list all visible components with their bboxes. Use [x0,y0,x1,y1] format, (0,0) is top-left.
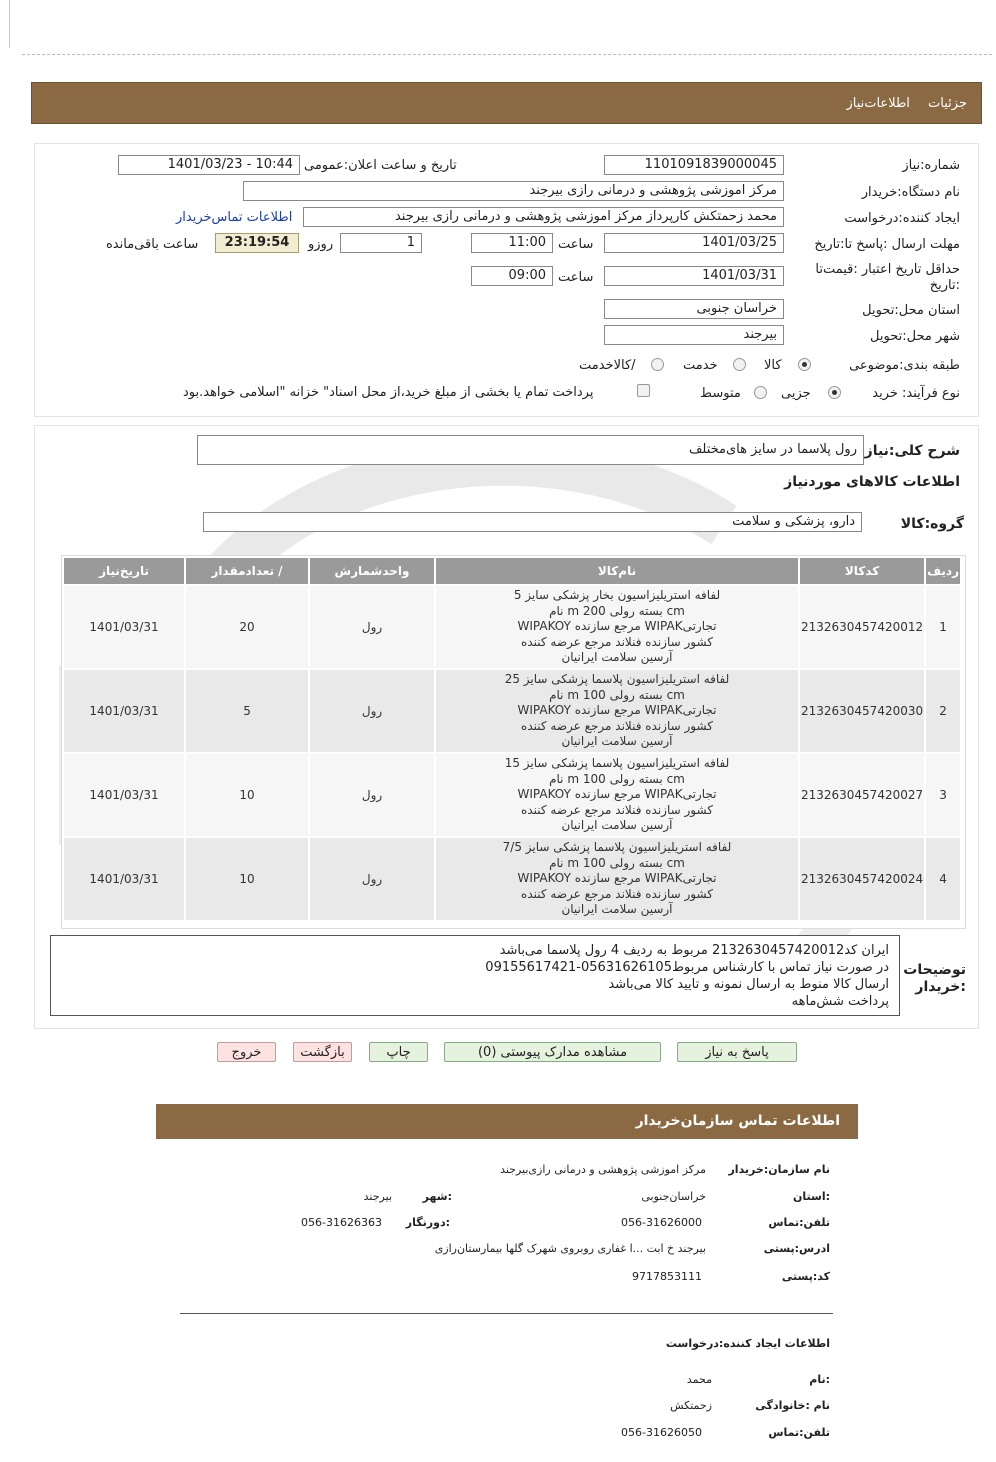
remaining-timer: 23:19:54 [215,233,299,253]
validity-time-field: 09:00 [471,266,553,286]
contact-section-title: اطلاعات تماس سازمان‌خریدار [635,1113,840,1129]
province-field: خراسان جنوبی [604,299,784,319]
cell-name: لفافه استریلیزاسیون پلاسما پزشکی سایز 7/5 cm بسته رولی 100 m نام تجارتیWIPAK مرجع سازنده WIPAKOY کشور سازنده فنلاند مرجع عرضه کننده آرسین سلامت ایرانیان [436,838,798,920]
summary-field: رول پلاسما در سایز های‌مختلف [197,435,864,465]
col-unit: واحدشمارش [310,558,434,584]
left-border-line [9,0,10,48]
cell-row: 1 [926,586,960,668]
creator-family-value: زحمتکش [670,1399,712,1412]
cell-unit: رول [310,754,434,836]
cell-name: لفافه استریلیزاسیون بخار پزشکی سایز 5 cm بسته رولی 200 m نام تجارتیWIPAK مرجع سازنده WIPAKOY کشور سازنده فنلاند مرجع عرضه کننده آرسین سلامت ایرانیان [436,586,798,668]
creator-field: محمد زحمتکش کارپرداز مرکز اموزشی پژوهشی و درمانی رازی بیرجند [303,207,784,227]
goods-table-wrap [61,555,966,929]
print-button[interactable]: چاپ [369,1042,428,1062]
contact-province-value: خراسان‌جنوبی [641,1190,706,1203]
cell-unit: رول [310,838,434,920]
category-goods-radio[interactable] [798,357,811,372]
deadline-time-field: 11:00 [471,233,553,253]
back-button[interactable]: بازگشت [293,1042,352,1062]
process-medium-label: متوسط [700,386,741,401]
cell-date: 1401/03/31 [64,670,184,752]
cell-code: 2132630457420024 [800,838,924,920]
category-service-label: خدمت [683,358,718,373]
tab-need-info[interactable]: اطلاعات‌نیاز [846,96,910,111]
note-line: ارسال کالا منوط به ارسال نمونه و تایید کالا می‌باشد [608,977,889,992]
cell-date: 1401/03/31 [64,586,184,668]
cell-code: 2132630457420027 [800,754,924,836]
contact-province-label: :استان [793,1190,830,1203]
contact-phone-label: تلفن:تماس [768,1216,830,1229]
buyer-contact-link[interactable]: اطلاعات تماس‌خریدار [176,210,293,225]
contact-section-bar [156,1104,858,1139]
col-name: نام‌کالا [436,558,798,584]
creator-family-label: نام :خانوادگی [755,1399,830,1412]
contact-postal-value: 9717853111 [632,1270,702,1283]
org-value: مرکز اموزشی پژوهشی و درمانی رازی‌بیرجند [500,1163,706,1176]
reply-button[interactable]: پاسخ به نیاز [677,1042,797,1062]
contact-city-label: :شهر [422,1190,452,1203]
note-line: ایران کد2132630457420012 مربوط به ردیف 4 رول پلاسما می‌باشد [499,943,889,958]
org-label: نام سازمان:خریدار [728,1163,830,1176]
cell-row: 3 [926,754,960,836]
table-row [64,838,960,920]
creator-phone-value: 056-31626050 [621,1426,702,1439]
contact-postal-label: کد:پستی [781,1270,830,1283]
remaining-label: ساعت باقی‌مانده [106,237,199,252]
validity-time-label: ساعت [558,270,594,285]
note-line: در صورت نیاز تماس با کارشناس مربوط05631626105-09155617421 [485,960,889,975]
breadcrumb [832,96,967,111]
contact-address-label: ادرس:پستی [763,1242,830,1255]
col-code: کدکالا [800,558,924,584]
cell-qty: 20 [186,586,308,668]
category-goods-service-label: /کالاخدمت [579,358,636,373]
creator-label: ایجاد کننده:درخواست [844,211,960,226]
contact-fax-label: :دورنگار [405,1216,450,1229]
announce-field: 1401/03/23 - 10:44 [118,155,300,175]
page-header-bar [31,82,982,124]
group-label: گروه:کالا [900,516,964,532]
buyer-org-field: مرکز اموزشی پژوهشی و درمانی رازی بیرجند [243,181,784,201]
process-label: نوع فرآیند: خرید [872,386,960,401]
cell-qty: 5 [186,670,308,752]
contact-phone-value: 056-31626000 [621,1216,702,1229]
validity-label-2: :تاریخ [929,278,960,293]
notes-label: توضیحات [903,962,966,978]
table-row [64,586,960,668]
category-service-radio[interactable] [733,357,746,372]
treasury-payment-label: پرداخت تمام یا بخشی از مبلغ خرید،از محل اسناد" خزانه "اسلامی خواهد.بود [183,385,594,400]
creator-name-value: محمد [686,1373,712,1386]
cell-code: 2132630457420030 [800,670,924,752]
col-date: تاریخ‌نیاز [64,558,184,584]
province-label: استان محل:تحویل [862,303,960,318]
creator-name-label: :نام [809,1373,830,1386]
process-minor-label: جزیی [781,386,811,401]
buyer-notes-box [50,935,900,1016]
cell-unit: رول [310,670,434,752]
notes-label-2: :خریدار [915,979,966,995]
contact-city-value: بیرجند [363,1190,392,1203]
treasury-payment-checkbox[interactable] [637,384,650,397]
creator-info-title: اطلاعات ایجاد کننده:درخواست [665,1337,830,1350]
summary-label: شرح کلی:نیاز [864,443,960,459]
group-field: دارو، پزشکی و سلامت [203,512,862,532]
need-number-field: 1101091839000045 [604,155,784,175]
cell-name: لفافه استریلیزاسیون پلاسما پزشکی سایز 25 cm بسته رولی 100 m نام تجارتیWIPAK مرجع سازنده WIPAKOY کشور سازنده فنلاند مرجع عرضه کننده آرسین سلامت ایرانیان [436,670,798,752]
contact-address-value: بیرجند خ ابت ...ا غفاری روبروی شهرک گلها بیمارستان‌رازی [434,1242,706,1255]
top-divider [22,54,992,55]
col-row: ردیف [926,558,960,584]
note-line: پرداخت شش‌ماهه [791,994,889,1009]
attachments-button[interactable]: مشاهده مدارک پیوستی (0) [444,1042,661,1062]
deadline-date-field: 1401/03/25 [604,233,784,253]
deadline-time-label: ساعت [558,237,594,252]
category-goods-label: کالا [764,358,782,373]
category-label: طبقه بندی:موضوعی [849,358,960,373]
cell-code: 2132630457420012 [800,586,924,668]
table-row [64,754,960,836]
contact-fax-value: 056-31626363 [301,1216,382,1229]
goods-table-header [64,558,960,584]
days-label: روزو [308,237,334,252]
cell-row: 4 [926,838,960,920]
goods-info-title: اطلاعات کالاهای موردنیاز [784,474,960,490]
need-number-label: شماره:نیاز [902,158,960,173]
cell-qty: 10 [186,838,308,920]
exit-button[interactable]: خروج [217,1042,276,1062]
cell-row: 2 [926,670,960,752]
process-medium-radio[interactable] [754,385,767,400]
cell-date: 1401/03/31 [64,754,184,836]
cell-unit: رول [310,586,434,668]
table-row [64,670,960,752]
cell-qty: 10 [186,754,308,836]
cell-name: لفافه استریلیزاسیون پلاسما پزشکی سایز 15 cm بسته رولی 100 m نام تجارتیWIPAK مرجع سازنده WIPAKOY کشور سازنده فنلاند مرجع عرضه کننده آرسین سلامت ایرانیان [436,754,798,836]
cell-date: 1401/03/31 [64,838,184,920]
creator-phone-label: تلفن:تماس [768,1426,830,1439]
deadline-label: مهلت ارسال :پاسخ تا:تاریخ [814,237,960,252]
col-qty: / تعدادمقدار [186,558,308,584]
buyer-org-label: نام دستگاه:خریدار [861,185,960,200]
tab-details[interactable]: جزئیات [928,96,967,111]
process-minor-radio[interactable] [828,385,841,400]
category-goods-service-radio[interactable] [651,357,664,372]
city-field: بیرجند [604,325,784,345]
announce-label: تاریخ و ساعت اعلان:عمومی [304,158,457,173]
city-label: شهر محل:تحویل [870,329,960,344]
days-field: 1 [340,233,422,253]
validity-label: حداقل تاریخ اعتبار :قیمت‌تا [815,262,960,277]
validity-date-field: 1401/03/31 [604,266,784,286]
goods-table [62,556,962,922]
contact-divider [180,1313,833,1314]
